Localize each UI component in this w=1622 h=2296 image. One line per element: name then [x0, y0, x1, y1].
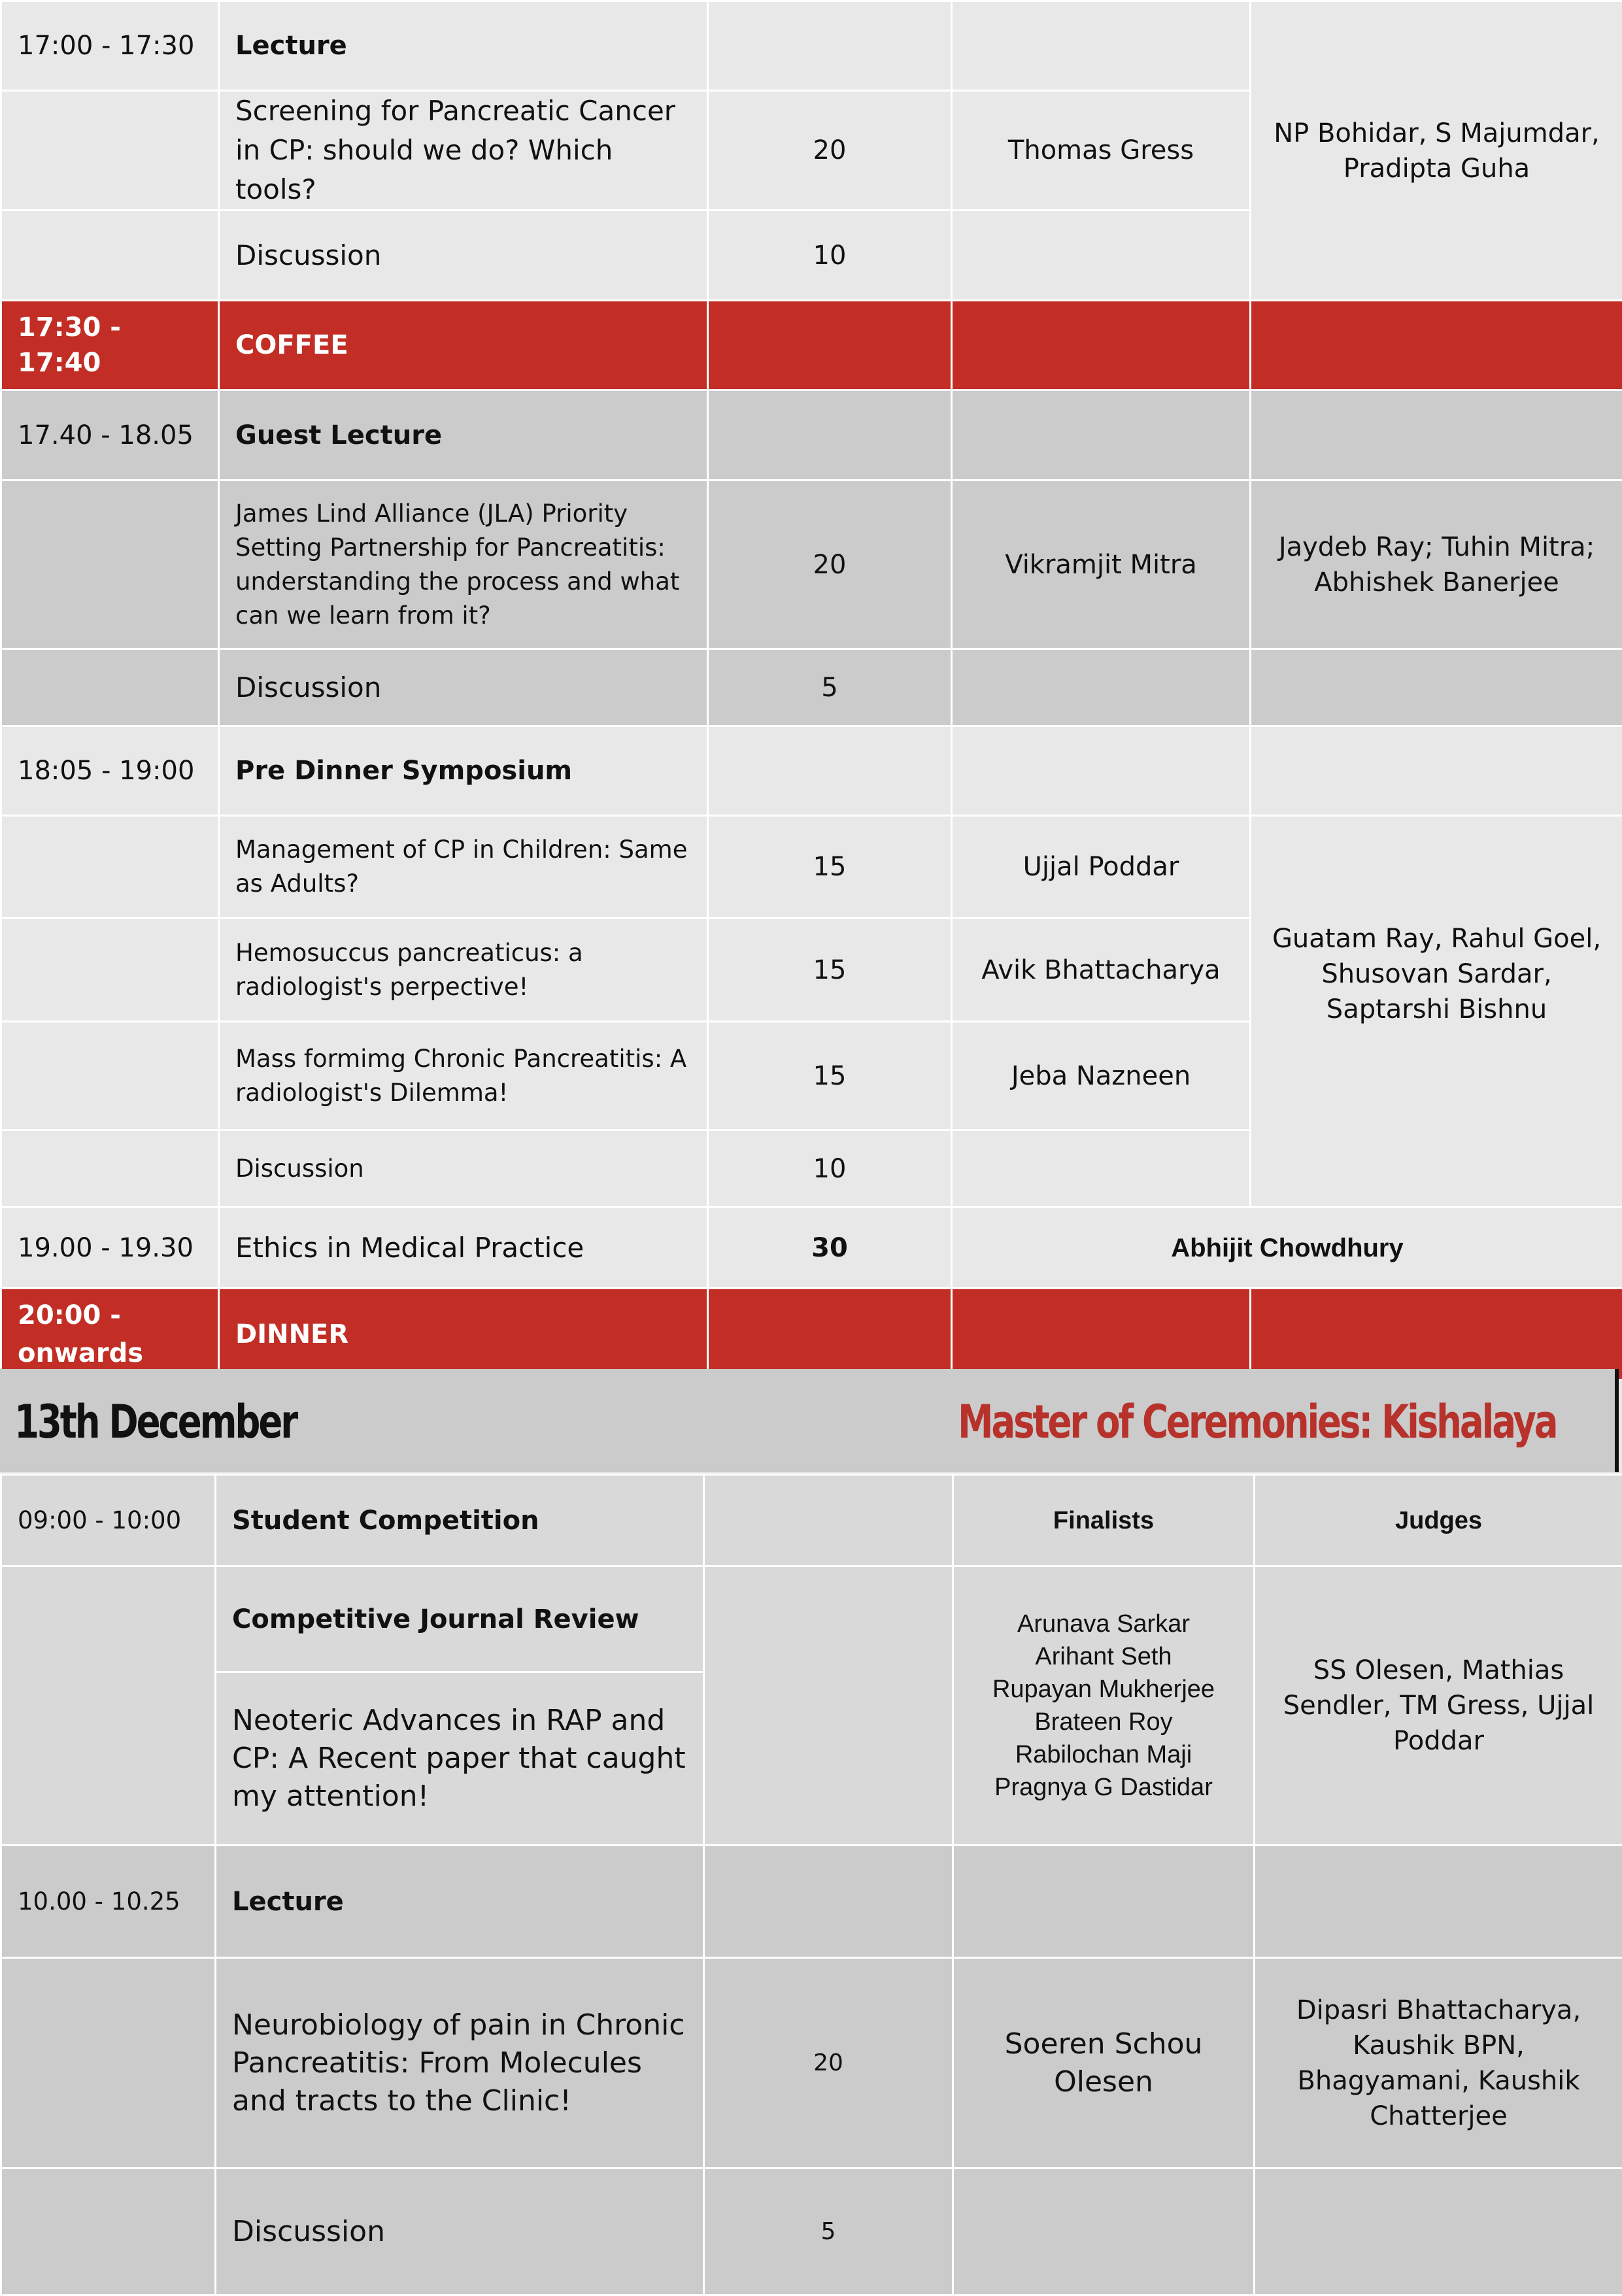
session-title: Student Competition [216, 1475, 704, 1566]
table-row [1, 1475, 1622, 1566]
time-cell: 17:00 - 17:30 [1, 1, 219, 91]
finalist-name: Rabilochan Maji [970, 1738, 1238, 1771]
session-title: Lecture [216, 1846, 704, 1958]
table-row [1, 1846, 1622, 1958]
break-label: DINNER [219, 1289, 708, 1380]
competition-item: Competitive Journal Review [216, 1566, 704, 1672]
talk-topic: Neurobiology of pain in Chronic Pancreatitis: From Molecules and tracts to the Clinic! [216, 1958, 704, 2169]
master-of-ceremonies: Master of Ceremonies: Kishalaya [958, 1395, 1556, 1449]
talk-topic: Hemosuccus pancreaticus: a radiologist's perpective! [219, 919, 708, 1022]
speaker-cell: Jeba Nazneen [952, 1022, 1251, 1130]
duration-cell: 15 [708, 1022, 952, 1130]
finalist-name: Arunava Sarkar [970, 1608, 1238, 1640]
day-banner [0, 1369, 1619, 1472]
speaker-cell: Soeren Schou Olesen [953, 1958, 1255, 2169]
time-cell: 19.00 - 19.30 [1, 1207, 219, 1289]
chairs-cell: Dipasri Bhattacharya, Kaushik BPN, Bhagyamani, Kaushik Chatterjee [1255, 1958, 1622, 2169]
day-heading: 13th December [14, 1395, 296, 1449]
duration-cell: 15 [708, 919, 952, 1022]
judges-header: Judges [1255, 1475, 1622, 1566]
finalist-name: Rupayan Mukherjee [970, 1673, 1238, 1706]
table-row [1, 481, 1622, 649]
duration-cell: 5 [708, 649, 952, 726]
finalists-header: Finalists [953, 1475, 1255, 1566]
judges-cell: SS Olesen, Mathias Sendler, TM Gress, Ujjal Poddar [1255, 1566, 1622, 1846]
talk-topic: Screening for Pancreatic Cancer in CP: should we do? Which tools? [219, 91, 708, 211]
time-cell: 20:00 - onwards [1, 1289, 219, 1380]
competition-item: Neoteric Advances in RAP and CP: A Recent paper that caught my attention! [216, 1672, 704, 1846]
table-row [1, 1, 1622, 91]
table-row [1, 726, 1622, 816]
table-row [1, 816, 1622, 919]
discussion-label: Discussion [219, 649, 708, 726]
speaker-cell: Abhijit Chowdhury [952, 1207, 1622, 1289]
session-title: Pre Dinner Symposium [219, 726, 708, 816]
chairs-cell: NP Bohidar, S Majumdar, Pradipta Guha [1251, 1, 1622, 301]
talk-topic: Mass formimg Chronic Pancreatitis: A radiologist's Dilemma! [219, 1022, 708, 1130]
speaker-cell: Thomas Gress [952, 91, 1251, 211]
finalist-name: Brateen Roy [970, 1706, 1238, 1738]
duration-cell: 5 [704, 2169, 953, 2295]
time-cell: 18:05 - 19:00 [1, 726, 219, 816]
time-cell: 10.00 - 10.25 [1, 1846, 216, 1958]
table-row [1, 1566, 1622, 1672]
duration-cell: 15 [708, 816, 952, 919]
duration-cell: 20 [704, 1958, 953, 2169]
duration-cell: 20 [708, 481, 952, 649]
talk-topic: Ethics in Medical Practice [219, 1207, 708, 1289]
table-row [1, 1958, 1622, 2169]
break-label: COFFEE [219, 301, 708, 390]
table-row [1, 1207, 1622, 1289]
table-row [1, 649, 1622, 726]
time-cell: 17.40 - 18.05 [1, 390, 219, 481]
speaker-cell: Avik Bhattacharya [952, 919, 1251, 1022]
session-title: Guest Lecture [219, 390, 708, 481]
time-cell: 17:30 - 17:40 [1, 301, 219, 390]
duration-cell: 10 [708, 211, 952, 301]
discussion-label: Discussion [219, 211, 708, 301]
duration-cell: 10 [708, 1130, 952, 1207]
finalist-name: Pragnya G Dastidar [970, 1771, 1238, 1804]
chairs-cell: Jaydeb Ray; Tuhin Mitra; Abhishek Banerjee [1251, 481, 1622, 649]
break-row [1, 301, 1622, 390]
discussion-label: Discussion [216, 2169, 704, 2295]
duration-cell: 30 [708, 1207, 952, 1289]
finalists-list [953, 1566, 1255, 1846]
discussion-label: Discussion [219, 1130, 708, 1207]
speaker-cell: Vikramjit Mitra [952, 481, 1251, 649]
break-row [1, 1289, 1622, 1380]
table-row [1, 2169, 1622, 2295]
talk-topic: Management of CP in Children: Same as Adults? [219, 816, 708, 919]
time-cell: 09:00 - 10:00 [1, 1475, 216, 1566]
chairs-cell: Guatam Ray, Rahul Goel, Shusovan Sardar, Saptarshi Bishnu [1251, 816, 1622, 1207]
day2-schedule-table [0, 1474, 1622, 2296]
session-title: Lecture [219, 1, 708, 91]
speaker-cell: Ujjal Poddar [952, 816, 1251, 919]
talk-topic: James Lind Alliance (JLA) Priority Setting Partnership for Pancreatitis: understanding the process and what can we learn from it? [219, 481, 708, 649]
duration-cell: 20 [708, 91, 952, 211]
finalist-name: Arihant Seth [970, 1640, 1238, 1673]
table-row [1, 390, 1622, 481]
